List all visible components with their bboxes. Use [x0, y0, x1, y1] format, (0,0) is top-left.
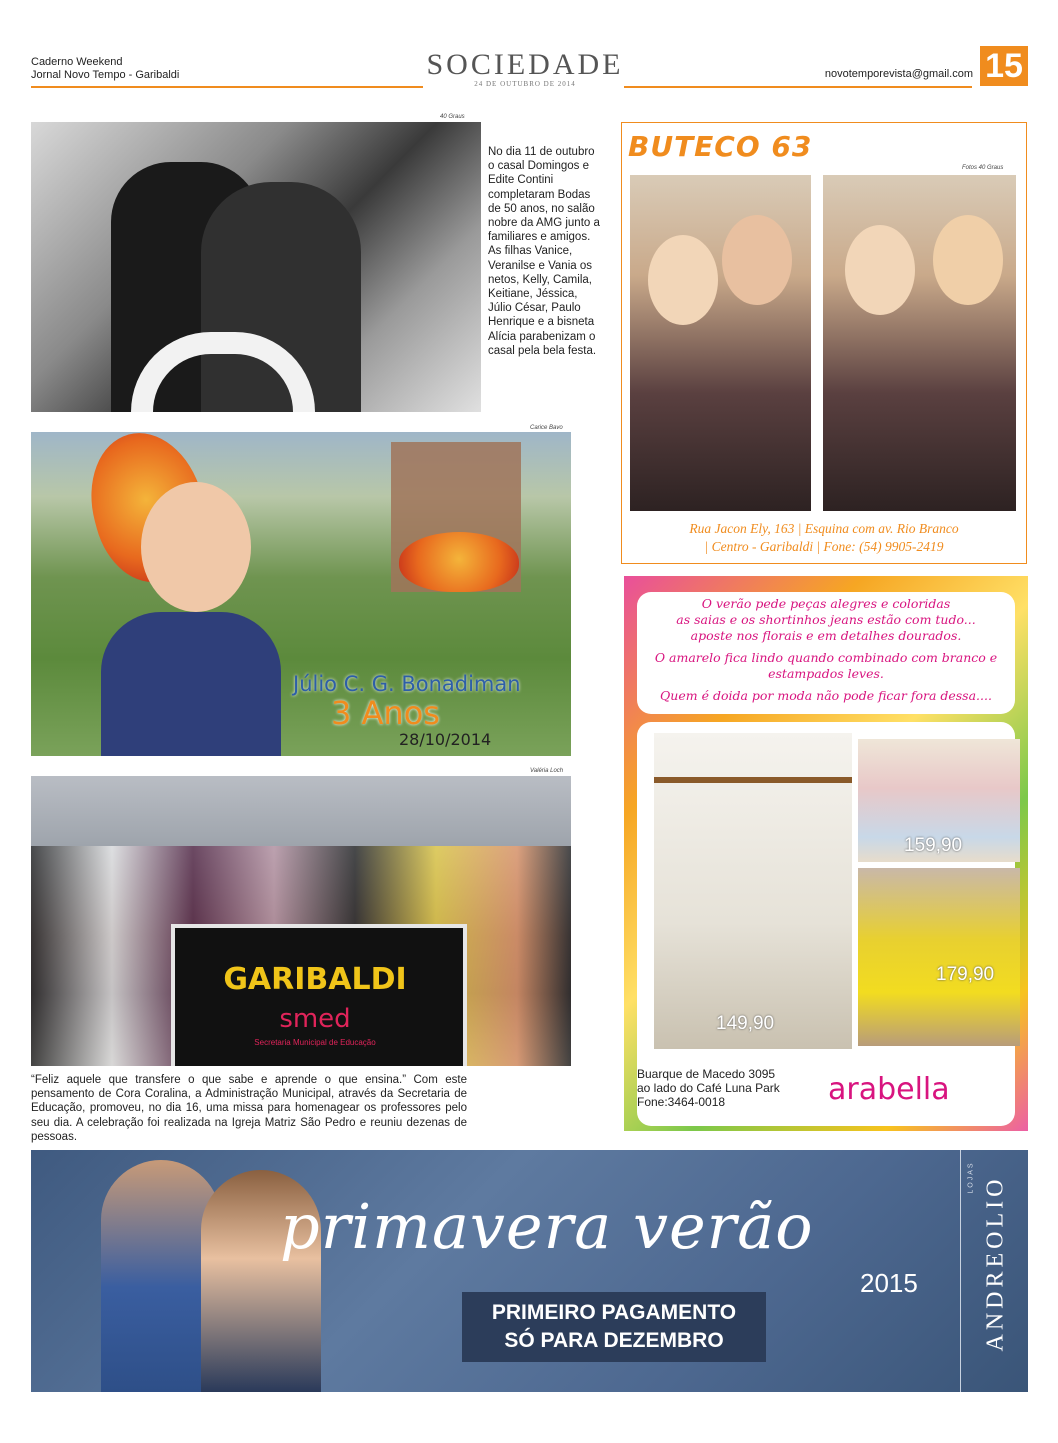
- sign-small-text: Secretaria Municipal de Educação: [254, 1038, 376, 1047]
- banner-offer-line: SÓ PARA DEZEMBRO: [504, 1329, 724, 1352]
- contact-email[interactable]: novotemporevista@gmail.com: [824, 68, 973, 80]
- buteco-photo-right: [823, 175, 1016, 511]
- brand-name: ANDREOLIO: [982, 1175, 1009, 1352]
- price-blazer: 179,90: [936, 964, 995, 985]
- photo-face: [845, 225, 915, 315]
- arabella-phone: Fone:3464-0018: [637, 1095, 726, 1109]
- banner-year: 2015: [860, 1268, 918, 1298]
- child-name: Júlio C. G. Bonadiman: [293, 672, 521, 696]
- jeans-product-photo: [654, 733, 852, 1049]
- andreolio-brand: [960, 1150, 1029, 1392]
- photo-child-shirt: [101, 612, 281, 756]
- photo-face: [722, 215, 792, 305]
- arabella-address: [637, 1067, 780, 1109]
- child-age: 3 Anos: [331, 694, 440, 732]
- arabella-logo: arabella: [828, 1072, 950, 1107]
- arabella-copy-line: estampados leves.: [768, 666, 884, 681]
- buteco-address: [622, 520, 1026, 556]
- supplement-name: Caderno Weekend: [31, 56, 123, 68]
- header-rule-right: [624, 86, 972, 88]
- birthday-photo: [31, 432, 571, 756]
- header-rule-left: [31, 86, 423, 88]
- brand-prefix: LOJAS: [967, 1161, 975, 1194]
- page-number: 15: [980, 46, 1028, 86]
- yellow-blazer-product-photo: [858, 868, 1020, 1046]
- buteco-address-line: | Centro - Garibaldi | Fone: (54) 9905-2419: [704, 539, 944, 554]
- golden-anniversary-photo: [31, 122, 481, 412]
- photo-credit: Fotos 40 Graus: [962, 165, 1004, 171]
- arabella-copy-line: as saias e os shortinhos jeans estão com tudo...: [676, 612, 976, 627]
- arabella-address-line: ao lado do Café Luna Park: [637, 1081, 780, 1095]
- price-shorts: 159,90: [904, 835, 963, 856]
- newspaper-name: Jornal Novo Tempo - Garibaldi: [31, 69, 180, 81]
- anniversary-article-text: No dia 11 de outubro o casal Domingos e Edite Contini completaram Bodas de 50 anos, no salão nobre da AMG junto a familiares e amigos. As filhas Vanice, Veranilse e Vania os netos, Kelly, Camila, Keitiane, Jéssica, Júlio César, Paulo Henrique e a bisneta Alícia parabenizam o casal pela bela festa.: [488, 146, 600, 357]
- buteco-title: BUTECO 63: [628, 130, 813, 163]
- photo-face: [933, 215, 1003, 305]
- birthday-date: 28/10/2014: [399, 730, 492, 749]
- header-left: [31, 56, 179, 82]
- photo-belt: [654, 777, 852, 783]
- price-jeans: 149,90: [716, 1013, 775, 1034]
- photo-face: [648, 235, 718, 325]
- arabella-copy-line: O verão pede peças alegres e coloridas: [701, 596, 951, 611]
- buteco-address-line: Rua Jacon Ely, 163 | Esquina com av. Rio Branco: [689, 521, 959, 536]
- garibaldi-smed-sign: [171, 924, 467, 1066]
- banner-headline: primavera verão: [280, 1190, 814, 1263]
- photo-credit: Carice Bavo: [530, 425, 563, 431]
- sign-title: GARIBALDI: [223, 962, 407, 997]
- issue-date: 24 DE OUTUBRO DE 2014: [474, 80, 576, 88]
- banner-offer: [462, 1292, 766, 1362]
- photo-inset-guitar: [399, 532, 519, 592]
- arabella-address-line: Buarque de Macedo 3095: [637, 1067, 776, 1081]
- arabella-copy-line: aposte nos florais e em detalhes dourados.: [690, 628, 962, 643]
- shorts-product-photo: [858, 739, 1020, 862]
- buteco-photo-left: [630, 175, 811, 511]
- arabella-copy-line: Quem é doida por moda não pode ficar fora dessa....: [660, 688, 992, 703]
- photo-child-face: [141, 482, 251, 612]
- teachers-day-article-text: “Feliz aquele que transfere o que sabe e aprende o que ensina.” Com este pensamento de Cora Coralina, a Administração Municipal, através da Secretaria de Educação, promoveu, no dia 16, uma missa para homenagear os professores pelo seu dia. A celebração foi realizada na Igreja Matriz São Pedro e reuniu dezenas de pessoas.: [31, 1074, 467, 1143]
- section-title: SOCIEDADE: [426, 48, 624, 81]
- teachers-day-photo: [31, 776, 571, 1066]
- banner-offer-line: PRIMEIRO PAGAMENTO: [491, 1301, 737, 1324]
- photo-credit: Valéria Loch: [530, 768, 564, 774]
- arabella-copy-line: O amarelo fica lindo quando combinado com branco e: [654, 650, 998, 665]
- photo-credit: 40 Graus: [440, 114, 465, 120]
- sign-subtitle: smed: [279, 1004, 351, 1034]
